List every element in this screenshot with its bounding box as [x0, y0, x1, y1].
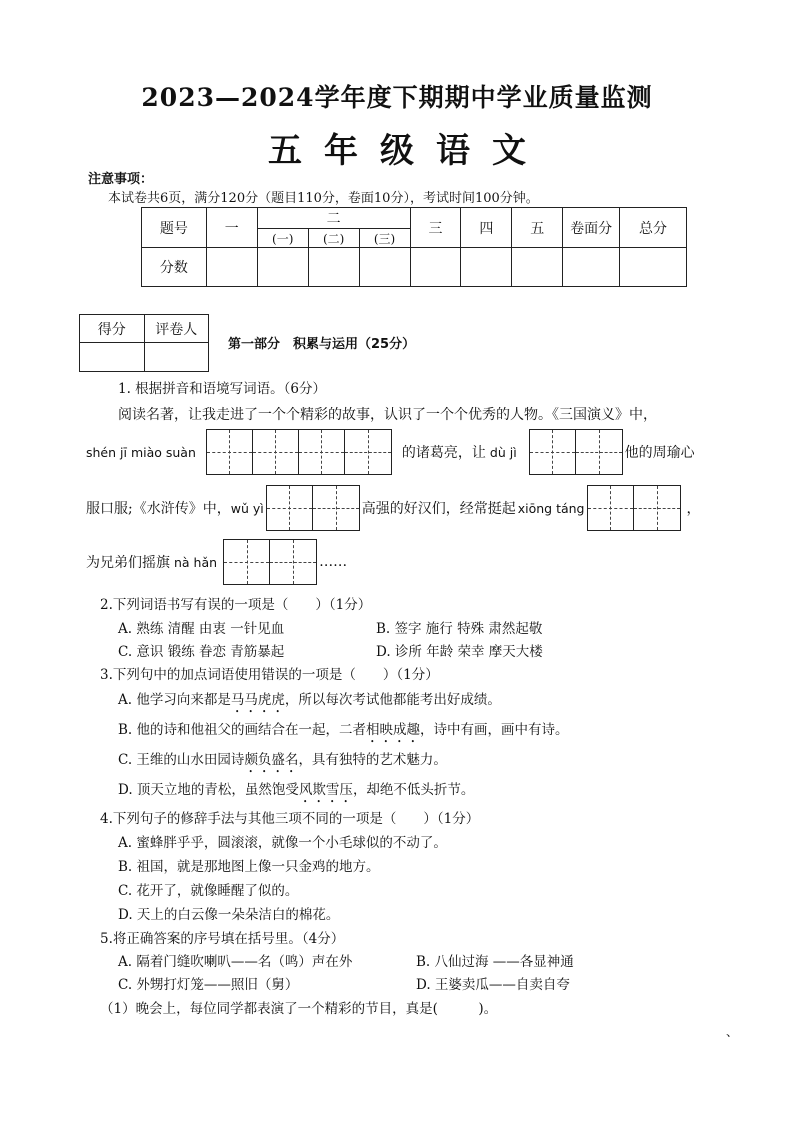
- q3-option-b[interactable]: B. 他的诗和他祖父的画结合在一起，二者相映成趣，诗中有画，画中有诗。: [118, 722, 569, 738]
- q4-option-c[interactable]: C. 花开了，就像睡醒了似的。: [118, 883, 299, 899]
- grader-score-label: 得分: [80, 315, 145, 343]
- q2-stem: 2.下列词语书写有误的一项是（ ）（1分）: [100, 597, 372, 613]
- q1-text-7: ……: [319, 554, 348, 570]
- q1-text-5: ，: [686, 501, 701, 517]
- pinyin-wuyi: wǔ yì: [230, 500, 264, 516]
- q4-option-a[interactable]: A. 蜜蜂胖乎乎，圆滚滚，就像一个小毛球似的不动了。: [118, 835, 447, 851]
- q1-line-3: [86, 539, 347, 585]
- score-table-col-2-sub-1: (一): [257, 229, 308, 248]
- score-cell-neat[interactable]: [563, 248, 620, 287]
- q4-option-d[interactable]: D. 天上的白云像一朵朵洁白的棉花。: [118, 907, 340, 923]
- exam-subject: 五年级语文: [268, 131, 548, 171]
- score-cell-3[interactable]: [410, 248, 461, 287]
- exam-title: 2023—2024学年度下期期中学业质量监测: [141, 83, 653, 112]
- q5-option-b[interactable]: B. 八仙过海 ——各显神通: [416, 954, 574, 970]
- q2-option-a[interactable]: A. 熟练 清醒 由衷 一针见血: [118, 621, 285, 637]
- score-table-col-3: 三: [410, 208, 461, 248]
- part1-heading: 第一部分 积累与运用（25分）: [228, 337, 416, 352]
- q1-text-2: 他的周瑜心: [624, 445, 695, 461]
- score-table-col-4: 四: [461, 208, 512, 248]
- q1-text-6: 为兄弟们摇旗: [86, 555, 170, 571]
- answer-boxes-3[interactable]: [266, 485, 360, 531]
- pinyin-nahan: nà hǎn: [174, 554, 218, 570]
- score-table-col-neat: 卷面分: [563, 208, 620, 248]
- q3-option-a[interactable]: A. 他学习向来都是马马虎虎，所以每次考试他都能考出好成绩。: [118, 692, 501, 708]
- score-cell-5[interactable]: [512, 248, 563, 287]
- corner-mark: 、: [725, 1025, 738, 1039]
- q3-option-c[interactable]: C. 王维的山水田园诗颇负盛名，具有独特的艺术魅力。: [118, 752, 447, 768]
- answer-boxes-4[interactable]: [587, 485, 681, 531]
- score-cell-total[interactable]: [620, 248, 687, 287]
- grader-name-label: 评卷人: [144, 315, 209, 343]
- grader-score-cell[interactable]: [80, 343, 145, 372]
- score-table-col-2-sub-2: (二): [308, 229, 359, 248]
- answer-boxes-2[interactable]: [529, 429, 623, 475]
- q2-option-d[interactable]: D. 诊所 年龄 荣幸 摩天大楼: [376, 644, 543, 660]
- q3-option-d[interactable]: D. 顶天立地的青松，虽然饱受风欺雪压，却绝不低头折节。: [118, 782, 475, 798]
- q1-line-1: [86, 429, 695, 475]
- pinyin-xiongtang: xiōng táng: [517, 500, 585, 516]
- notice-heading: 注意事项：: [88, 172, 154, 187]
- score-table-col-total: 总分: [620, 208, 687, 248]
- score-table-label-top: 题号: [142, 208, 207, 248]
- q5-sub1: （1）晚会上，每位同学都表演了一个精彩的节目，真是( )。: [100, 1001, 498, 1017]
- q4-option-b[interactable]: B. 祖国，就是那地图上像一只金鸡的地方。: [118, 859, 380, 875]
- pinyin-duji: dù jì: [489, 444, 517, 460]
- score-cell-4[interactable]: [461, 248, 512, 287]
- score-table-col-5: 五: [512, 208, 563, 248]
- q1-stem: 1. 根据拼音和语境写词语。（6分）: [118, 381, 327, 397]
- score-table-col-2-sub-3: (三): [359, 229, 410, 248]
- notice-text: 本试卷共6页，满分120分（题目110分，卷面10分），考试时间100分钟。: [108, 191, 539, 206]
- q1-text-3: 服口服;《水浒传》中，: [86, 501, 231, 517]
- answer-boxes-5[interactable]: [223, 539, 317, 585]
- score-cell-1[interactable]: [206, 248, 257, 287]
- q2-option-b[interactable]: B. 签字 施行 特殊 肃然起敬: [376, 621, 543, 637]
- q5-stem: 5.将正确答案的序号填在括号里。（4分）: [100, 931, 345, 947]
- q4-stem: 4.下列句子的修辞手法与其他三项不同的一项是（ ）（1分）: [100, 811, 480, 827]
- q1-text-1: 的诸葛亮，让: [401, 445, 486, 461]
- q5-option-c[interactable]: C. 外甥打灯笼——照旧（舅）: [118, 977, 299, 993]
- q5-option-d[interactable]: D. 王婆卖瓜——自卖自夸: [416, 977, 570, 993]
- score-cell-2-3[interactable]: [359, 248, 410, 287]
- grader-name-cell[interactable]: [144, 343, 209, 372]
- score-table-label-bottom: 分数: [142, 248, 207, 287]
- score-table-col-1: 一: [206, 208, 257, 248]
- score-cell-2-1[interactable]: [257, 248, 308, 287]
- q2-option-c[interactable]: C. 意识 锻练 眷恋 青筋暴起: [118, 644, 285, 660]
- q1-line-2: [86, 485, 701, 531]
- score-table-col-2: 二: [257, 208, 410, 229]
- score-table: [141, 207, 687, 287]
- answer-boxes-1[interactable]: [206, 429, 392, 475]
- q5-option-a[interactable]: A. 隔着门缝吹喇叭——名（鸣）声在外: [118, 954, 353, 970]
- q1-intro: 阅读名著，让我走进了一个个精彩的故事，认识了一个个优秀的人物。《三国演义》中，: [118, 407, 657, 423]
- q3-stem: 3.下列句中的加点词语使用错误的一项是（ ）（1分）: [100, 667, 439, 683]
- pinyin-shenjimiaosuan: shén jī miào suàn: [86, 444, 196, 460]
- grader-table: [79, 314, 209, 372]
- score-cell-2-2[interactable]: [308, 248, 359, 287]
- q1-text-4: 高强的好汉们，经常挺起: [361, 501, 516, 517]
